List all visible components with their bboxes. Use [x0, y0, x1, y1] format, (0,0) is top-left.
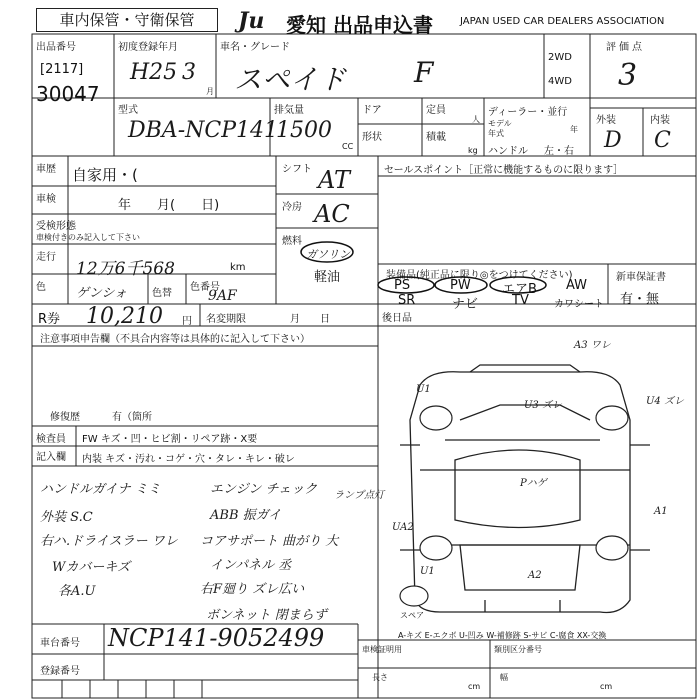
- color-no: 9AF: [208, 288, 237, 304]
- reg-label: 初度登録年月: [118, 42, 178, 53]
- equip-airbag: エアB: [502, 282, 537, 297]
- shape-label: 形状: [362, 132, 382, 143]
- fw-row: FW キズ・凹・ヒビ割・リペア跡・X要: [82, 434, 258, 445]
- exterior-grade: D: [604, 128, 622, 153]
- after-label: 後日品: [382, 313, 412, 324]
- warranty-options: 有・無: [620, 292, 660, 307]
- equip-label: 装備品(純正品に限り◎をつけてください): [386, 270, 573, 281]
- ju-logo: Ju: [238, 8, 265, 34]
- load-label: 積載: [426, 132, 446, 143]
- color-value: ゲンシォ: [76, 286, 128, 301]
- shift-value: AT: [318, 166, 351, 194]
- score-value: 3: [618, 58, 638, 93]
- diagram-mark-u1-rear: U1: [420, 566, 435, 577]
- history-value: 自家用・(: [72, 166, 138, 184]
- chassis-label: 車台番号: [40, 638, 80, 649]
- load-unit: kg: [468, 146, 478, 155]
- note-7: コアサポート 曲がり 大: [200, 534, 339, 549]
- color-no-label: 色番号: [190, 282, 220, 293]
- handle-options: 左・右: [544, 146, 574, 157]
- history-label: 車歴: [36, 164, 56, 175]
- color-label: 色: [36, 282, 46, 293]
- note-5: ABB 振ガイ: [210, 508, 282, 523]
- chassis-value: NCP141-9052499: [108, 624, 325, 652]
- diagram-mark-u4: U4 ズレ: [646, 396, 684, 407]
- interior-row: 内装 キズ・汚れ・コゲ・穴・タレ・キレ・破レ: [82, 454, 295, 465]
- diagram-mark-a2: A2: [528, 570, 542, 581]
- diagram-mark-u1-front: U1: [416, 384, 431, 395]
- diagram-mark-paint: Pハゲ: [520, 478, 547, 489]
- class-cm: cm: [600, 682, 613, 691]
- car-grade: F: [414, 56, 434, 89]
- equip-seat: カワシート: [554, 299, 604, 310]
- note-8: Wカバーキズ: [52, 560, 131, 575]
- inspect-label: 車検: [36, 194, 56, 205]
- class-label: 類別区分番号: [494, 645, 542, 654]
- form-title: 愛知 出品申込書: [286, 13, 433, 37]
- dealer-label: ディーラー・並行: [488, 107, 568, 118]
- ac-value: AC: [314, 200, 350, 228]
- capacity-label: 定員: [426, 105, 446, 116]
- exterior-label: 外装: [596, 115, 616, 126]
- name-change-label: 名変期限: [206, 314, 246, 325]
- recycle-value: 10,210: [86, 304, 163, 329]
- mileage-label: 走行: [36, 252, 56, 263]
- fuel-label: 燃料: [282, 236, 302, 247]
- note-6: 右ハ.ドライスラー ワレ: [40, 534, 178, 549]
- note-9: インパネル 丞: [210, 558, 292, 573]
- year-unit: 年: [570, 125, 578, 134]
- reg-no-label: 登録番号: [40, 666, 80, 677]
- model-label: 型式: [118, 105, 138, 116]
- model-year-label2: 年式: [488, 129, 504, 138]
- score-label: 評価点: [606, 42, 645, 53]
- storage-title: 車内保管・守衛保管: [36, 8, 218, 32]
- form-note: 車検付きのみ記入して下さい: [36, 233, 140, 242]
- damage-legend: A-キズ E-エクボ U-凹み W-補修跡 S-サビ C-腐食 XX-交換: [398, 631, 607, 640]
- association-name: JAPAN USED CAR DEALERS ASSOCIATION: [460, 16, 665, 27]
- model-code: DBA-NCP141: [128, 118, 279, 143]
- interior-grade: C: [654, 128, 671, 153]
- drive-2wd: 2WD: [548, 52, 572, 63]
- note-3: ランプ点灯: [334, 490, 384, 501]
- diagram-mark-u3: U3 ズレ: [524, 400, 562, 411]
- color-swap-label: 色替: [152, 288, 172, 299]
- month-unit: 月: [206, 87, 214, 96]
- repair-value: 有（箇所: [112, 412, 152, 423]
- equip-pw: PW: [450, 278, 471, 293]
- recycle-label: R券: [38, 312, 61, 327]
- equip-sr: SR: [398, 293, 416, 308]
- spare-tire-label: スペア: [400, 611, 424, 620]
- form-label: 受検形態: [36, 221, 76, 232]
- diagram-mark-a1: A1: [654, 506, 668, 517]
- capacity-unit: 人: [472, 115, 480, 124]
- equip-aw: AW: [566, 278, 588, 293]
- inspector-label: 検査員: [36, 434, 66, 445]
- name-label: 車名・グレード: [220, 42, 290, 53]
- notes-label: 注意事項申告欄（不具合内容等は具体的に記入して下さい）: [40, 334, 310, 345]
- note-10: 各A.U: [58, 584, 96, 599]
- mileage-unit: km: [230, 262, 246, 273]
- repair-label: 修復歴: [50, 412, 80, 423]
- recycle-unit: 円: [182, 316, 192, 327]
- reg-month: 3: [182, 60, 196, 85]
- reg-year: H25: [130, 60, 178, 85]
- diagram-mark-ua2: UA2: [392, 522, 414, 533]
- cert-length: 長さ: [372, 673, 388, 682]
- fuel-value: ガソリン: [306, 248, 350, 261]
- shift-label: シフト: [282, 164, 312, 175]
- disp-unit: CC: [342, 142, 354, 151]
- warranty-label: 新車保証書: [616, 272, 666, 283]
- ac-label: 冷房: [282, 202, 302, 213]
- car-name: スペイド: [234, 63, 347, 96]
- equip-ps: PS: [394, 278, 411, 293]
- door-label: ドア: [362, 105, 382, 116]
- equip-tv: TV: [512, 293, 529, 308]
- note-1: ハンドルガイナ ミミ: [40, 482, 161, 497]
- fuel-diesel: 軽油: [314, 270, 341, 285]
- cert-label: 車検証明用: [362, 645, 402, 654]
- note-11: 右F廻り ズレ広い: [200, 582, 305, 597]
- inspect-value: 年 月( 日): [118, 198, 220, 213]
- equip-navi: ナビ: [452, 297, 479, 312]
- class-width: 幅: [500, 673, 508, 682]
- disp-value: 1500: [276, 118, 332, 143]
- model-year-label: モデル: [488, 119, 512, 128]
- handle-label: ハンドル: [488, 146, 528, 157]
- disp-label: 排気量: [274, 105, 304, 116]
- drive-4wd: 4WD: [548, 76, 572, 87]
- interior-label: 内装: [650, 115, 670, 126]
- note-12: ボンネット 閉まらず: [206, 608, 327, 623]
- entry-label: 記入欄: [36, 452, 66, 463]
- sales-point-label: セールスポイント［正常に機能するものに限ります］: [384, 165, 624, 176]
- lot-small: [2117]: [40, 62, 84, 77]
- note-4: 外装 S.C: [40, 510, 93, 525]
- note-2: エンジン チェック: [210, 482, 318, 497]
- cert-cm: cm: [468, 682, 481, 691]
- name-change-value: 月 日: [290, 314, 330, 325]
- lot-label: 出品番号: [36, 42, 76, 53]
- lot-number: 30047: [36, 82, 100, 106]
- diagram-mark-a3: A3 ワレ: [574, 340, 611, 351]
- mileage-value: 12万6千568: [76, 259, 175, 279]
